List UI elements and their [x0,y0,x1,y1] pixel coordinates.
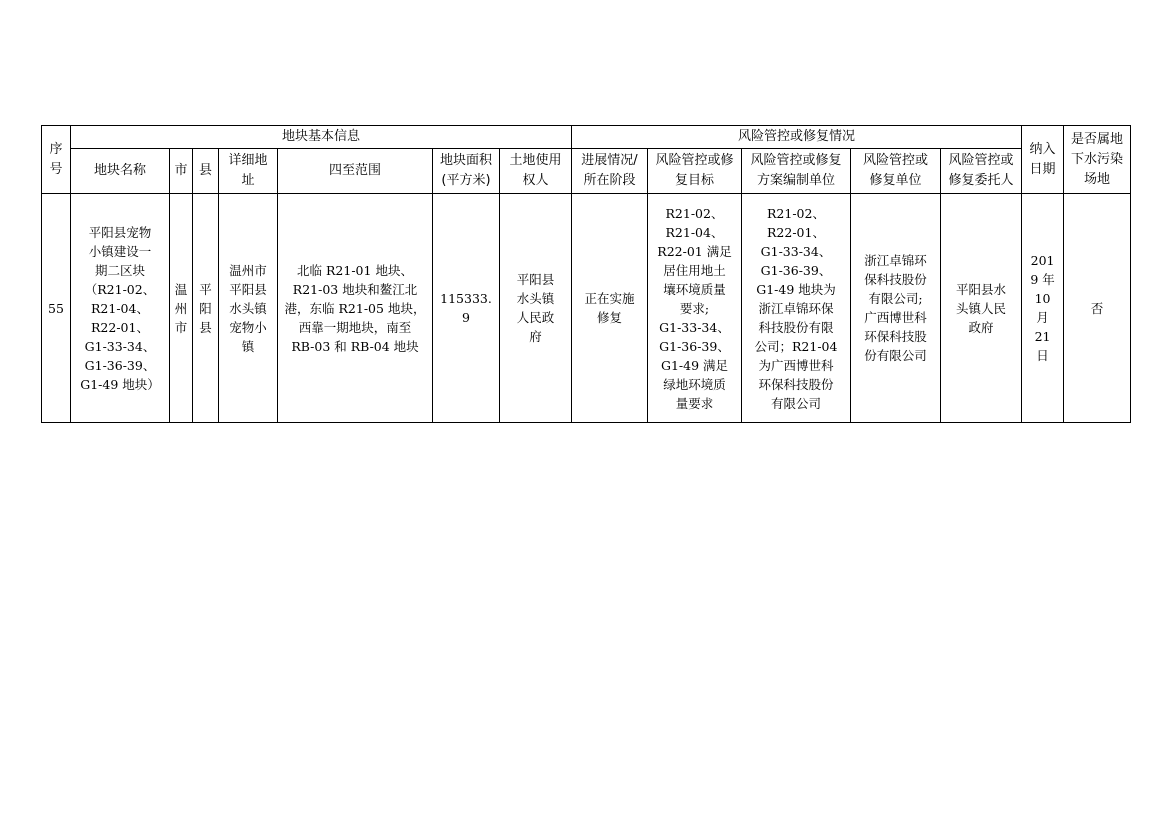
header-boundaries: 四至范围 [278,149,433,194]
header-plan-unit: 风险管控或修复 方案编制单位 [742,149,851,194]
table-row [42,194,1131,423]
cell-progress: 正在实施 修复 [572,194,648,423]
header-risk-control-group: 风险管控或修复情况 [572,126,1022,149]
header-land-user: 土地使用 权人 [500,149,572,194]
header-row-1 [42,126,1131,149]
header-county: 县 [193,149,219,194]
header-basic-info-group: 地块基本信息 [71,126,572,149]
header-plot-name: 地块名称 [71,149,170,194]
header-groundwater-site: 是否属地 下水污染 场地 [1064,126,1131,194]
header-row-2 [42,149,1131,194]
header-address: 详细地 址 [219,149,278,194]
cell-land-user: 平阳县 水头镇 人民政 府 [500,194,572,423]
cell-client: 平阳县水 头镇人民 政府 [941,194,1022,423]
header-repair-unit: 风险管控或 修复单位 [851,149,941,194]
cell-area: 115333. 9 [433,194,500,423]
header-target: 风险管控或修 复目标 [648,149,742,194]
contaminated-site-table [41,125,1131,423]
cell-boundaries: 北临 R21-01 地块、 R21-03 地块和鳌江北 港，东临 R21-05 地块， 西靠一期地块，南至 RB-03 和 RB-04 地块 [278,194,433,423]
cell-repair-unit: 浙江卓锦环 保科技股份 有限公司; 广西博世科 环保科技股 份有限公司 [851,194,941,423]
cell-groundwater-site: 否 [1064,194,1131,423]
cell-plot-name: 平阳县宠物 小镇建设一 期二区块 （R21-02、 R21-04、 R22-01、 G1-33-34、 G1-36-39、 G1-49 地块） [71,194,170,423]
cell-included-date: 201 9 年 10 月 21 日 [1022,194,1064,423]
header-area: 地块面积 (平方米) [433,149,500,194]
header-included-date: 纳入 日期 [1022,126,1064,194]
cell-address: 温州市 平阳县 水头镇 宠物小 镇 [219,194,278,423]
header-progress: 进展情况/ 所在阶段 [572,149,648,194]
cell-seq: 55 [42,194,71,423]
header-seq: 序 号 [42,126,71,194]
cell-county: 平 阳 县 [193,194,219,423]
cell-target: R21-02、 R21-04、 R22-01 满足 居住用地土 壤环境质量 要求; G1-33-34、 G1-36-39、 G1-49 满足 绿地环境质 量要求 [648,194,742,423]
cell-city: 温 州 市 [170,194,193,423]
cell-plan-unit: R21-02、 R22-01、 G1-33-34、 G1-36-39、 G1-49 地块为 浙江卓锦环保 科技股份有限 公司；R21-04 为广西博世科 环保科技股份 有限公司 [742,194,851,423]
header-city: 市 [170,149,193,194]
header-client: 风险管控或 修复委托人 [941,149,1022,194]
